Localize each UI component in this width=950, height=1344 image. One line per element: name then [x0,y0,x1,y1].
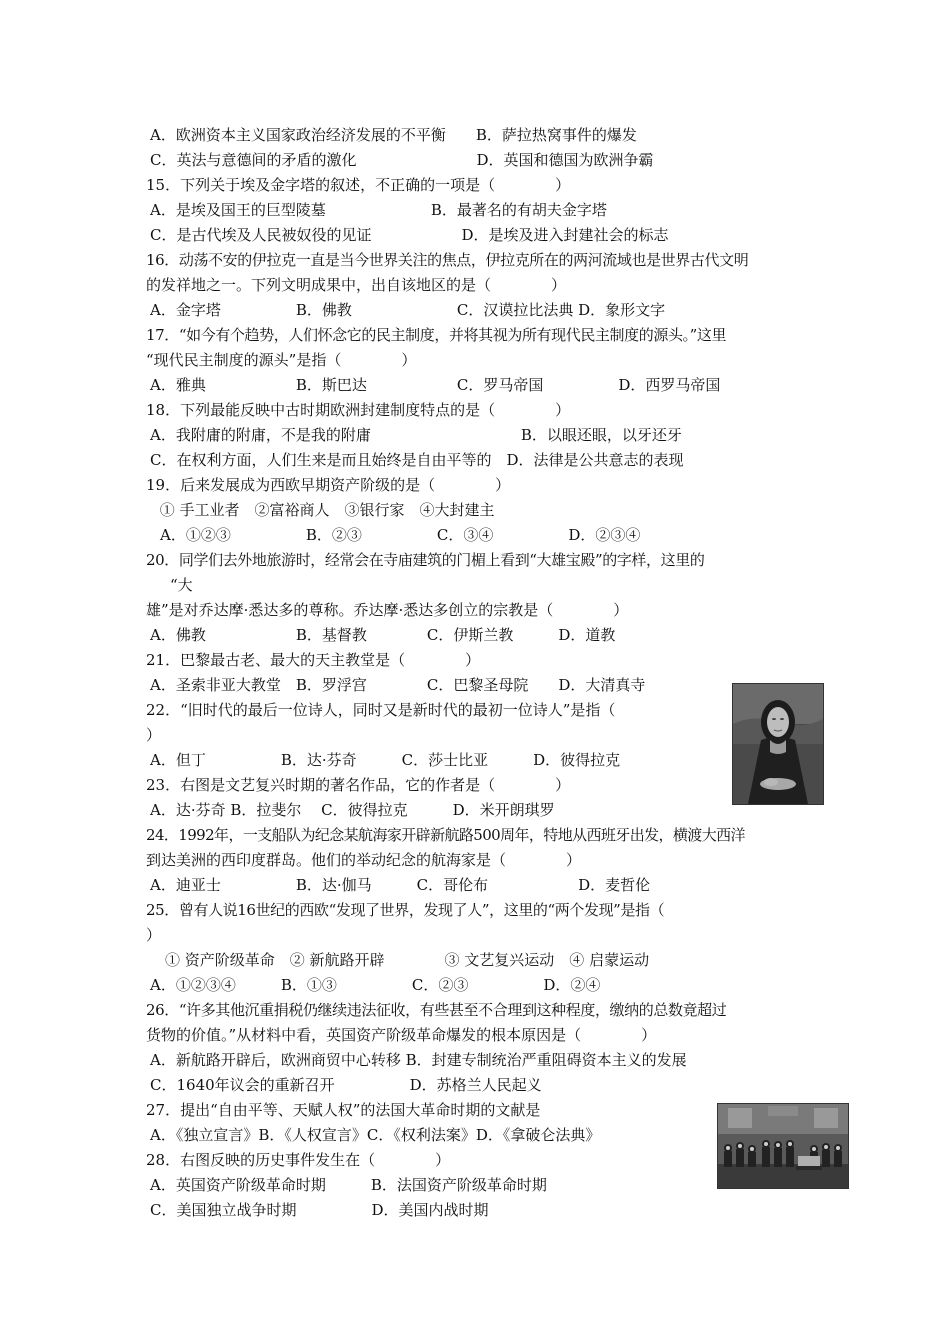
text-line: 28．右图反映的历史事件发生在（ ） [146,1151,451,1169]
text-line: A．但丁 B．达·芬奇 C．莎士比亚 D．彼得拉克 [150,751,621,769]
text-line: A．①②③ B．②③ C．③④ D．②③④ [160,526,641,544]
text-line: C．英法与意德间的矛盾的激化 D．英国和德国为欧洲争霸 [150,151,654,169]
text-line: ① 手工业者 ②富裕商人 ③银行家 ④大封建主 [155,501,495,519]
text-line: A．佛教 B．基督教 C．伊斯兰教 D．道教 [150,626,616,644]
text-line: 的发祥地之一。下列文明成果中，出自该地区的是（ ） [146,276,567,294]
text-line: A．英国资产阶级革命时期 B．法国资产阶级革命时期 [150,1176,547,1194]
text-line: 18．下列最能反映中古时期欧洲封建制度特点的是（ ） [146,401,571,419]
text-line: A．圣索非亚大教堂 B．罗浮宫 C．巴黎圣母院 D．大清真寺 [150,676,646,694]
text-line: C．是古代埃及人民被奴役的见证 D．是埃及进入封建社会的标志 [150,226,669,244]
portrait-painting-image [732,683,824,805]
text-line: A．新航路开辟后，欧洲商贸中心转移 B．封建专制统治严重阻碍资本主义的发展 [150,1051,687,1069]
text-line: 25．曾有人说16世纪的西欧“发现了世界，发现了人”，这里的“两个发现”是指（ [146,901,665,919]
text-line: “现代民主制度的源头”是指（ ） [146,351,417,369]
text-line: 27．提出“自由平等、天赋人权”的法国大革命时期的文献是 [146,1101,541,1119]
text-line: “大 [170,576,193,594]
text-line: A．《独立宣言》B．《人权宣言》C．《权利法案》D．《拿破仑法典》 [150,1126,601,1144]
text-line: A．达·芬奇 B．拉斐尔 C．彼得拉克 D．米开朗琪罗 [150,801,555,819]
text-line: A．金字塔 B．佛教 C．汉谟拉比法典 D．象形文字 [150,301,666,319]
text-line: A．①②③④ B．①③ C．②③ D．②④ [150,976,601,994]
text-line: C．美国独立战争时期 D．美国内战时期 [150,1201,489,1219]
text-line: ） [146,726,162,744]
text-line: 23．右图是文艺复兴时期的著名作品，它的作者是（ ） [146,776,571,794]
text-line: A．是埃及国王的巨型陵墓 B．最著名的有胡夫金字塔 [150,201,607,219]
text-line: A．迪亚士 B．达·伽马 C．哥伦布 D．麦哲伦 [150,876,651,894]
text-line: 雄”是对乔达摩·悉达多的尊称。乔达摩·悉达多创立的宗教是（ ） [146,601,629,619]
text-line: 20．同学们去外地旅游时，经常会在寺庙建筑的门楣上看到“大雄宝殿”的字样，这里的 [146,551,705,569]
text-line: A．欧洲资本主义国家政治经济发展的不平衡 B．萨拉热窝事件的爆发 [150,126,637,144]
text-line: A．雅典 B．斯巴达 C．罗马帝国 D．西罗马帝国 [150,376,721,394]
text-line: 21．巴黎最古老、最大的天主教堂是（ ） [146,651,481,669]
text-line: 到达美洲的西印度群岛。他们的举动纪念的航海家是（ ） [146,851,582,869]
text-line: ） [146,926,162,944]
text-line: C．1640年议会的重新召开 D．苏格兰人民起义 [150,1076,542,1094]
text-line: 17．“如今有个趋势，人们怀念它的民主制度，并将其视为所有现代民主制度的源头。”这里 [146,326,727,344]
text-line: 24．1992年，一支船队为纪念某航海家开辟新航路500周年，特地从西班牙出发，横渡大西洋 [146,826,745,844]
text-line: 16．动荡不安的伊拉克一直是当今世界关注的焦点，伊拉克所在的两河流域也是世界古代文明 [146,251,749,269]
text-line: ① 资产阶级革命 ② 新航路开辟 ③ 文艺复兴运动 ④ 启蒙运动 [150,951,650,969]
text-line: 19．后来发展成为西欧早期资产阶级的是（ ） [146,476,511,494]
text-line: C．在权利方面，人们生来是而且始终是自由平等的 D．法律是公共意志的表现 [150,451,684,469]
text-line: 15．下列关于埃及金字塔的叙述，不正确的一项是（ ） [146,176,571,194]
text-line: A．我附庸的附庸，不是我的附庸 B．以眼还眼，以牙还牙 [150,426,682,444]
text-line: 货物的价值。”从材料中看，英国资产阶级革命爆发的根本原因是（ ） [146,1026,657,1044]
text-line: 26．“许多其他沉重捐税仍继续违法征收，有些甚至不合理到这种程度，缴纳的总数竟超过 [146,1001,727,1019]
historical-scene-image [717,1103,849,1189]
text-line: 22．“旧时代的最后一位诗人，同时又是新时代的最初一位诗人”是指（ [146,701,616,719]
